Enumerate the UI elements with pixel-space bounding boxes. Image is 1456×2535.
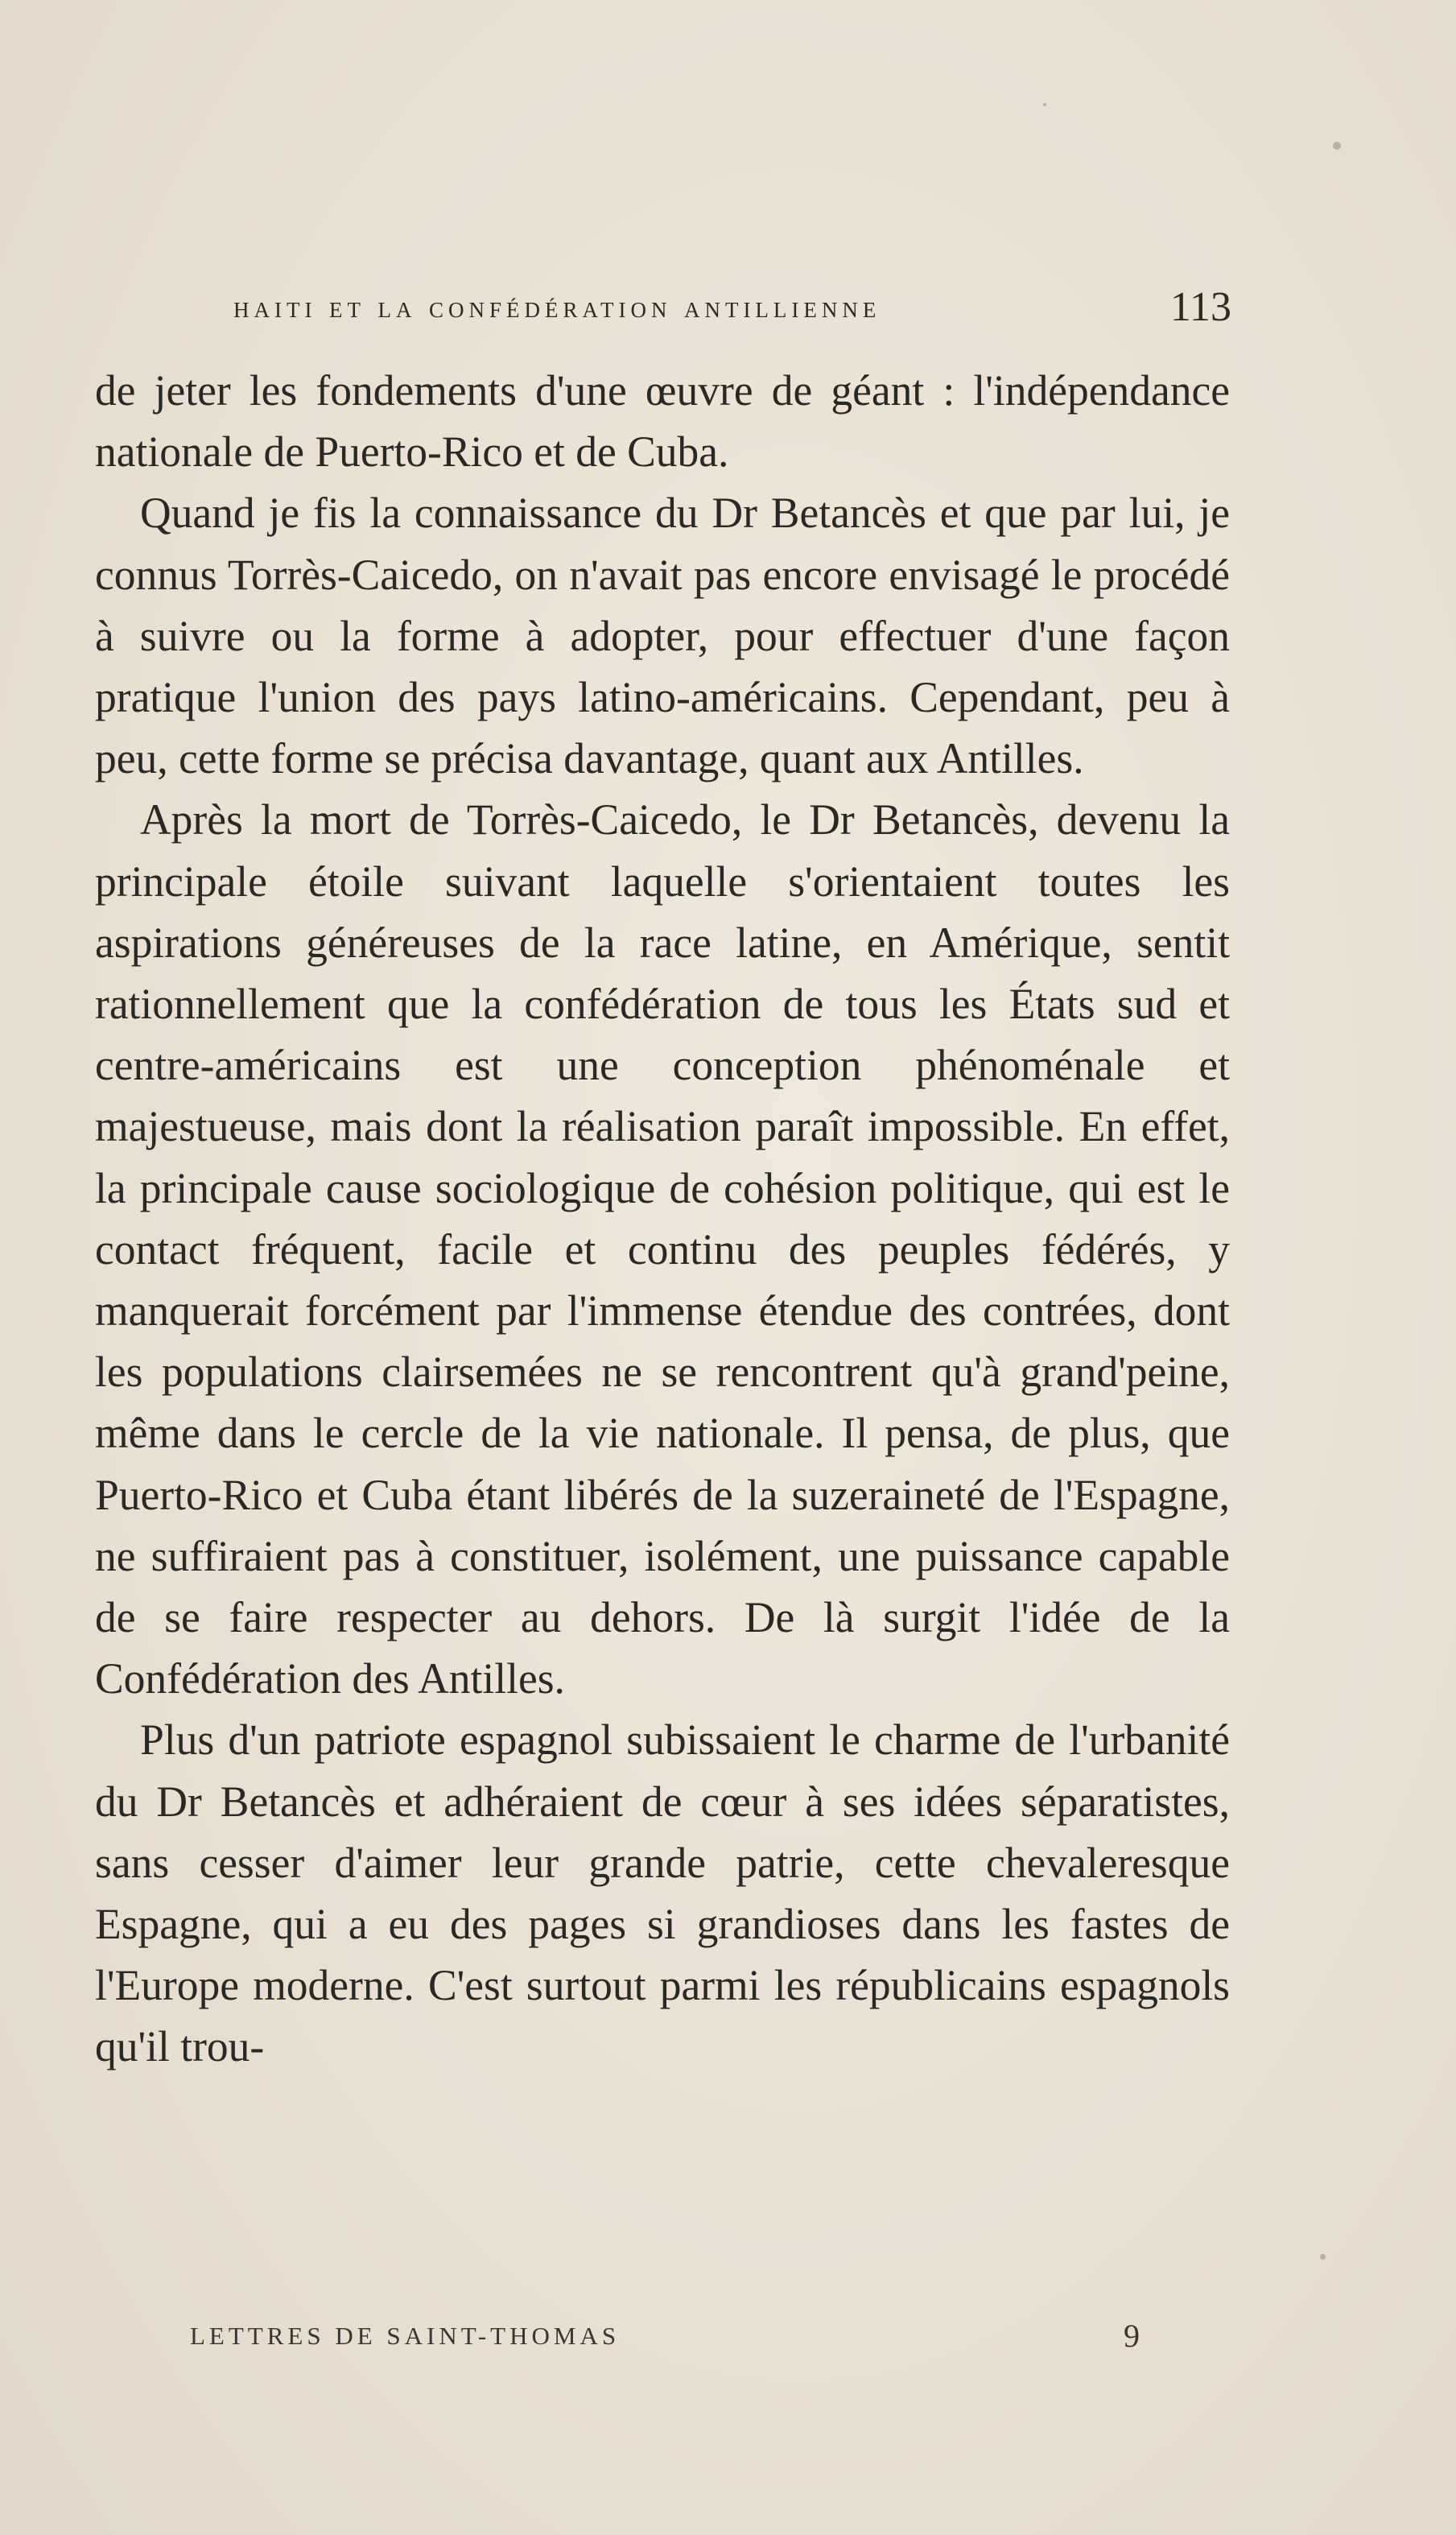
paper-speck <box>1333 142 1341 150</box>
sheet-number: 9 <box>1124 2318 1140 2354</box>
page-number: 113 <box>1169 284 1231 330</box>
body-text <box>95 360 1230 2078</box>
running-head <box>233 283 1231 332</box>
paragraph: Quand je fis la connaissance du Dr Betancès et que par lui, je connus Torrès-Caicedo, on n'avait pas encore envisagé le procédé à suivre ou la forme à adopter, pour effectuer d'une façon pratique l'union des pays latino-américains. Cependant, peu à peu, cette forme se précisa davantage, quant aux Antilles. <box>95 489 1230 783</box>
page-footer <box>190 2318 1140 2370</box>
paragraph-continued: de jeter les fondements d'une œuvre de géant : l'indépendance nationale de Puerto-Rico et de Cuba. <box>95 366 1230 477</box>
running-title: haiti et la confédération antillienne <box>233 291 881 324</box>
paragraph: Après la mort de Torrès-Caicedo, le Dr Betancès, devenu la principale étoile suivant laquelle s'orientaient toutes les aspirations généreuses de la race latine, en Amérique, sentit rationnellement que la confédération de tous les États sud et centre-américains est une conception phénoménale et majestueuse, mais dont la réalisation paraît impossible. En effet, la principale cause sociologique de cohésion politique, qui est le contact fréquent, facile et continu des peuples fédérés, y manquerait forcément par l'immense étendue des contrées, dont les populations clairsemées ne se rencontrent qu'à grand'peine, même dans le cercle de la vie nationale. Il pensa, de plus, que Puerto-Rico et Cuba étant libérés de la suzeraineté de l'Espagne, ne suffiraient pas à constituer, isolément, une puissance capable de se faire respecter au dehors. De là surgit l'idée de la Confédération des Antilles. <box>95 795 1230 1703</box>
paper-speck <box>1320 2254 1326 2260</box>
paper-speck <box>1043 103 1046 106</box>
signature-mark: LETTRES DE SAINT-THOMAS <box>190 2322 621 2350</box>
paragraph: Plus d'un patriote espagnol subissaient le charme de l'urbanité du Dr Betancès et adhéraient de cœur à ses idées séparatistes, sans cesser d'aimer leur grande patrie, cette chevaleresque Espagne, qui a eu des pages si grandioses dans les fastes de l'Europe moderne. C'est surtout parmi les républicains espagnols qu'il trou- <box>95 1715 1230 2071</box>
